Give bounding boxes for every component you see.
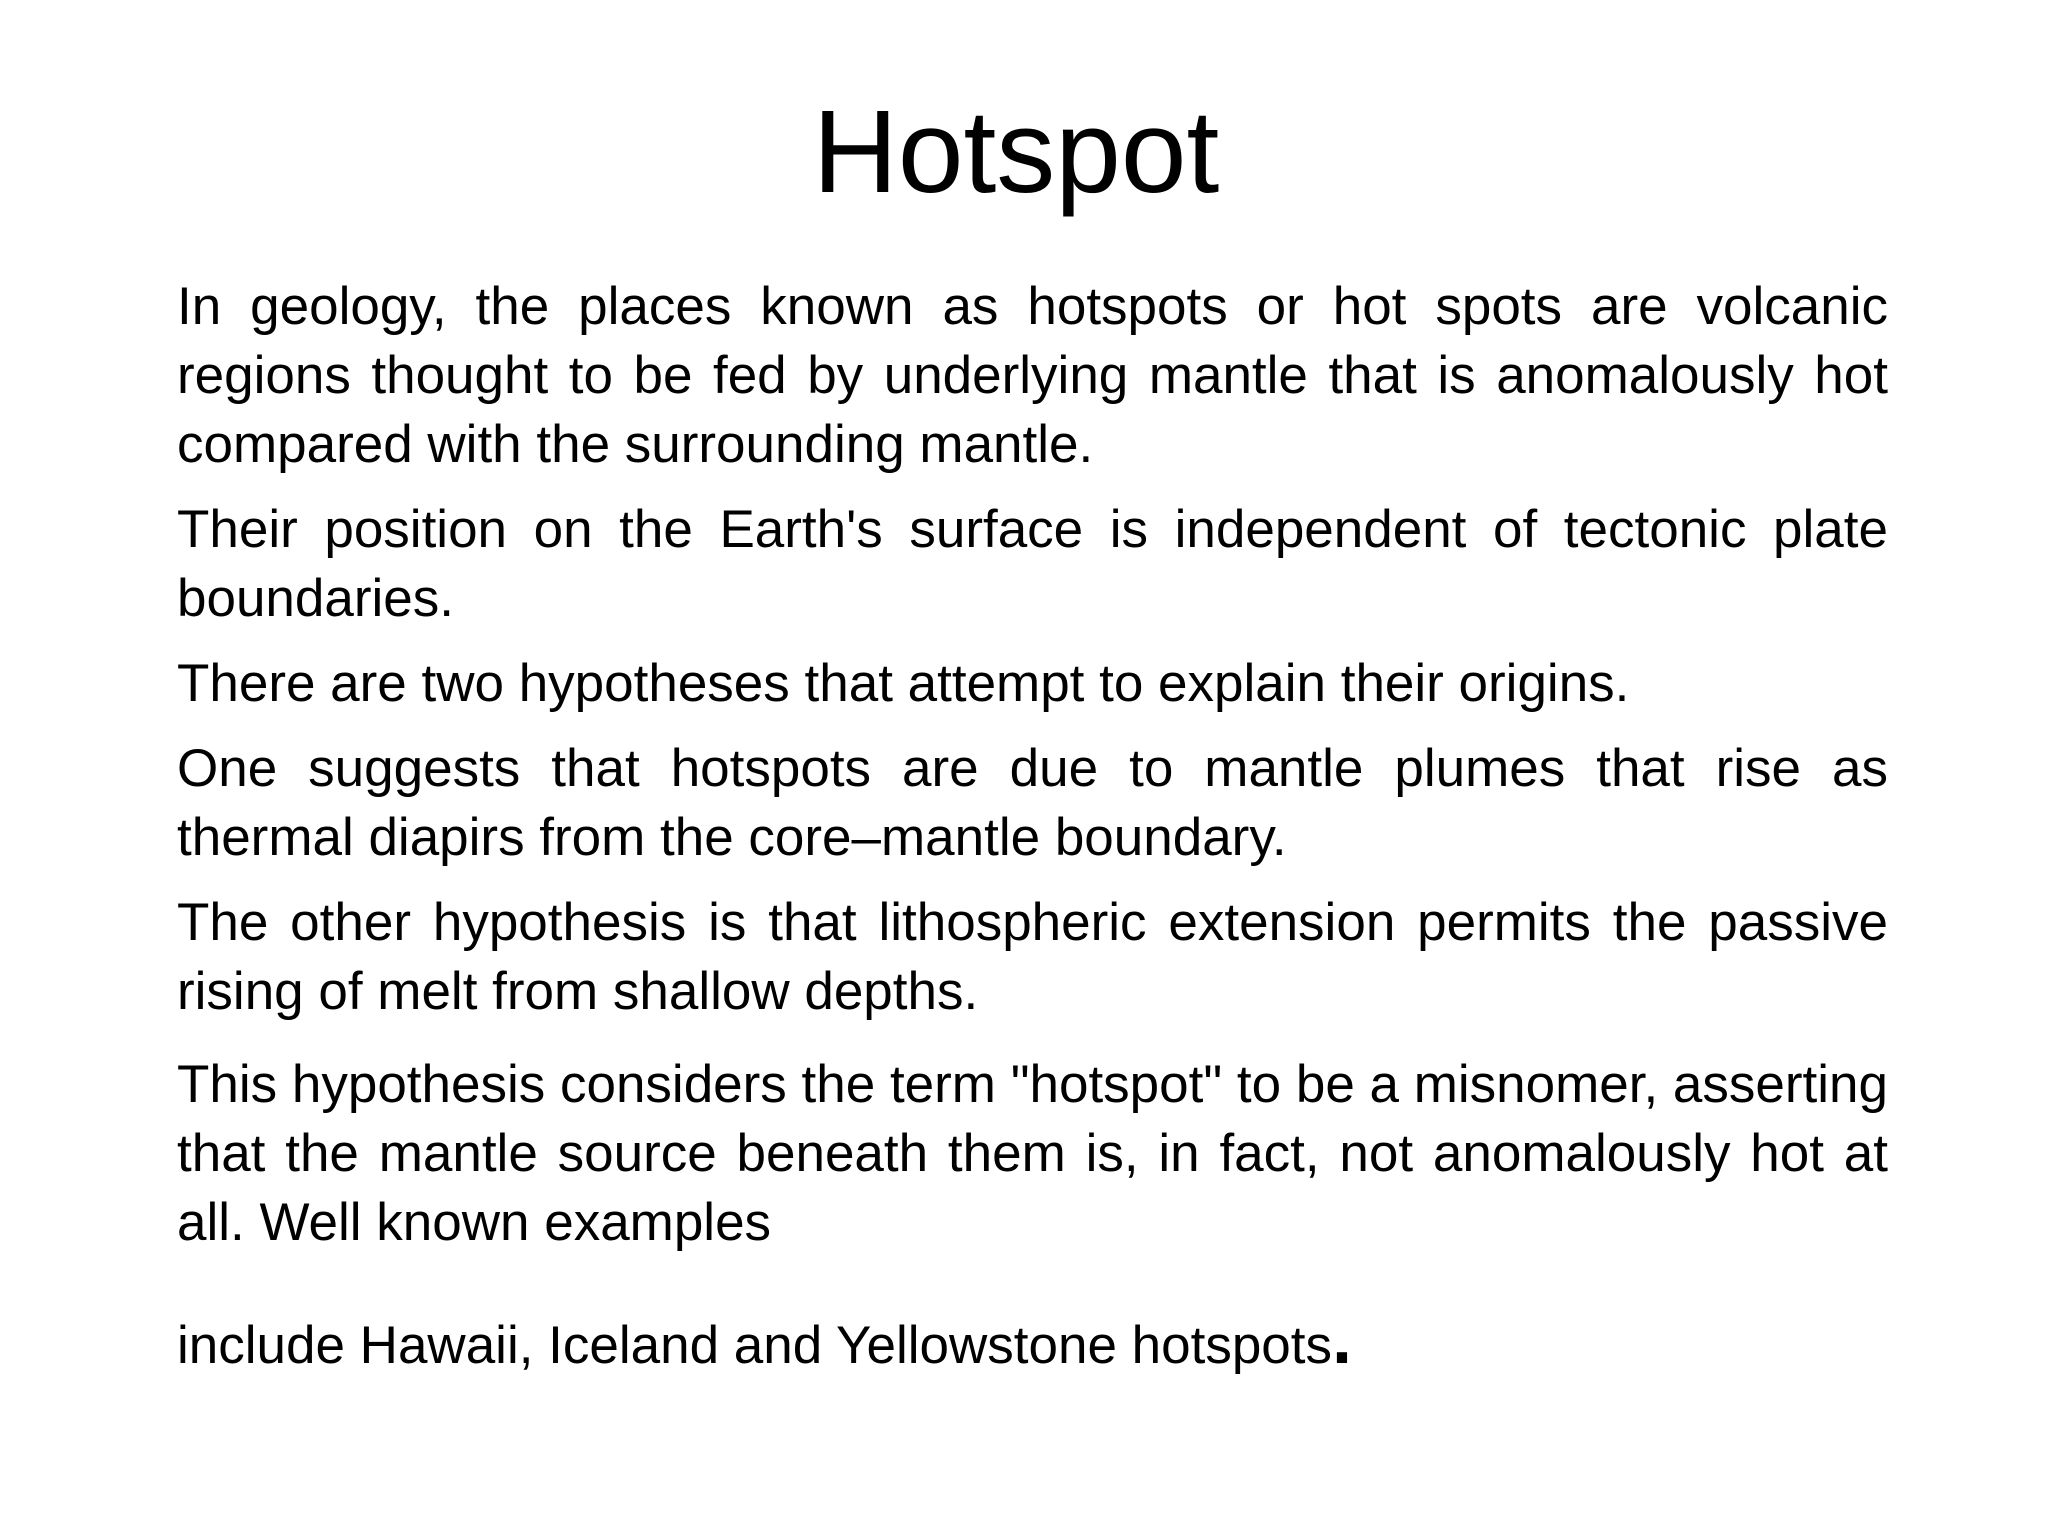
paragraph-two-hypotheses: There are two hypotheses that attempt to explain their origins. xyxy=(177,654,1630,713)
end-period: . xyxy=(1332,1299,1353,1379)
slide-body xyxy=(177,272,1888,1380)
paragraph-position: Their position on the Earth's surface is independent of tectonic plate boundaries. xyxy=(177,500,1888,628)
examples-text: include Hawaii, Iceland and Yellowstone hotspots xyxy=(177,1316,1333,1375)
paragraph-hotspot-definition: In geology, the places known as hotspots or hot spots are volcanic regions thought to be fed by underlying mantle that is anomalously hot compared with the surrounding mantle. xyxy=(177,277,1888,474)
paragraph-misnomer xyxy=(177,1050,1888,1380)
paragraph-misnomer-text: This hypothesis considers the term "hotspot" to be a misnomer, asserting that the mantle source beneath them is, in fact, not anomalously hot at all. Well known examples xyxy=(177,1055,1888,1252)
paragraph-mantle-plume: One suggests that hotspots are due to mantle plumes that rise as thermal diapirs from the core–mantle boundary. xyxy=(177,739,1888,867)
paragraph-examples-line xyxy=(177,1299,1888,1380)
paragraph-lithospheric-extension: The other hypothesis is that lithospheric extension permits the passive rising of melt from shallow depths. xyxy=(177,893,1888,1021)
slide-title: Hotspot xyxy=(812,86,1220,218)
